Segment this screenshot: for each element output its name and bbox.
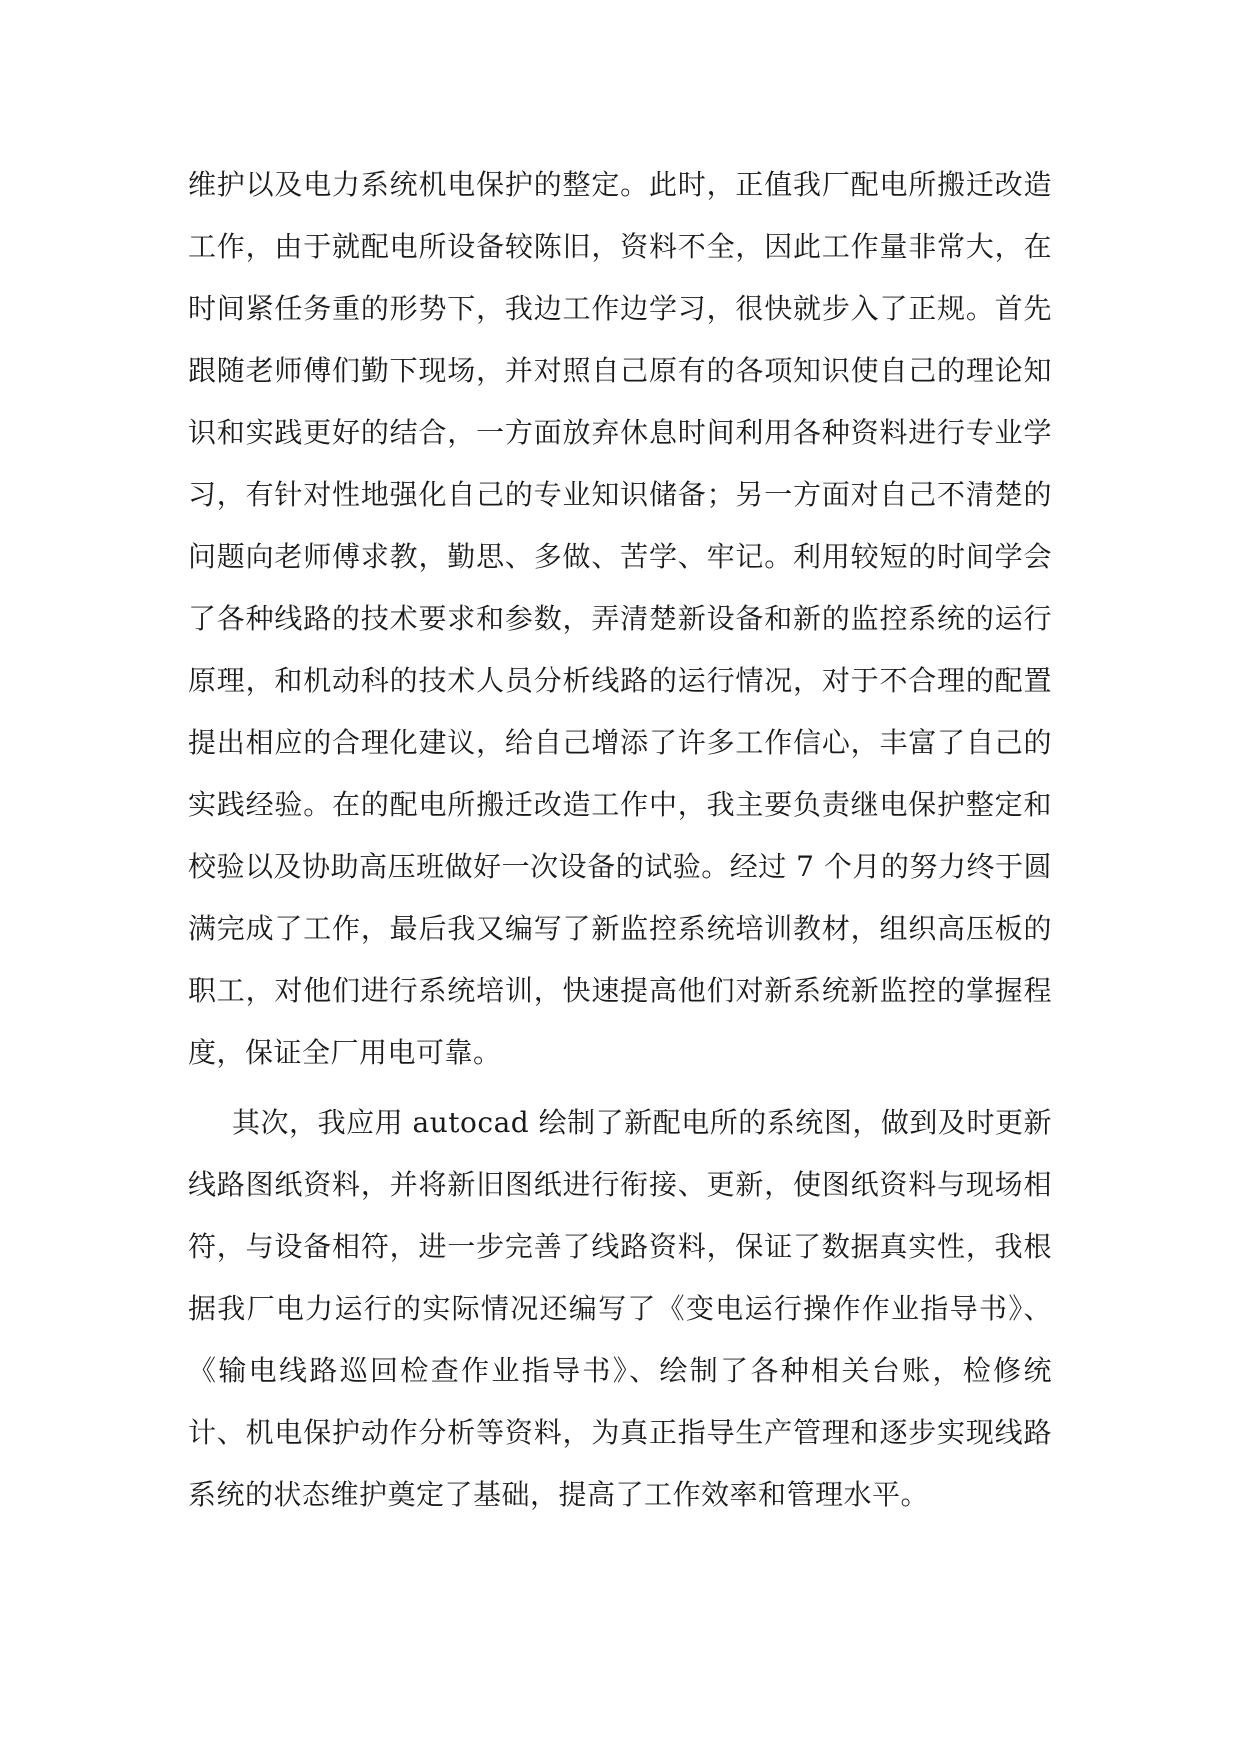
document-body	[188, 154, 1052, 1526]
paragraph: 维护以及电力系统机电保护的整定。此时，正值我厂配电所搬迁改造工作，由于就配电所设备较陈旧，资料不全，因此工作量非常大，在时间紧任务重的形势下，我边工作边学习，很快就步入了正规。首先跟随老师傅们勤下现场，并对照自己原有的各项知识使自己的理论知识和实践更好的结合，一方面放弃休息时间利用各种资料进行专业学习，有针对性地强化自己的专业知识储备；另一方面对自己不清楚的问题向老师傅求教，勤思、多做、苦学、牢记。利用较短的时间学会了各种线路的技术要求和参数，弄清楚新设备和新的监控系统的运行原理，和机动科的技术人员分析线路的运行情况，对于不合理的配置提出相应的合理化建议，给自己增添了许多工作信心，丰富了自己的实践经验。在的配电所搬迁改造工作中，我主要负责继电保护整定和校验以及协助高压班做好一次设备的试验。经过 7 个月的努力终于圆满完成了工作，最后我又编写了新监控系统培训教材，组织高压板的职工，对他们进行系统培训，快速提高他们对新系统新监控的掌握程度，保证全厂用电可靠。	[188, 168, 1052, 1069]
paragraph: 其次，我应用 autocad 绘制了新配电所的系统图，做到及时更新线路图纸资料，并将新旧图纸进行衔接、更新，使图纸资料与现场相符，与设备相符，进一步完善了线路资料，保证了数据真实性，我根据我厂电力运行的实际情况还编写了《变电运行操作作业指导书》、《输电线路巡回检查作业指导书》、绘制了各种相关台账，检修统计、机电保护动作分析等资料，为真正指导生产管理和逐步实现线路系统的状态维护奠定了基础，提高了工作效率和管理水平。	[188, 1106, 1052, 1511]
